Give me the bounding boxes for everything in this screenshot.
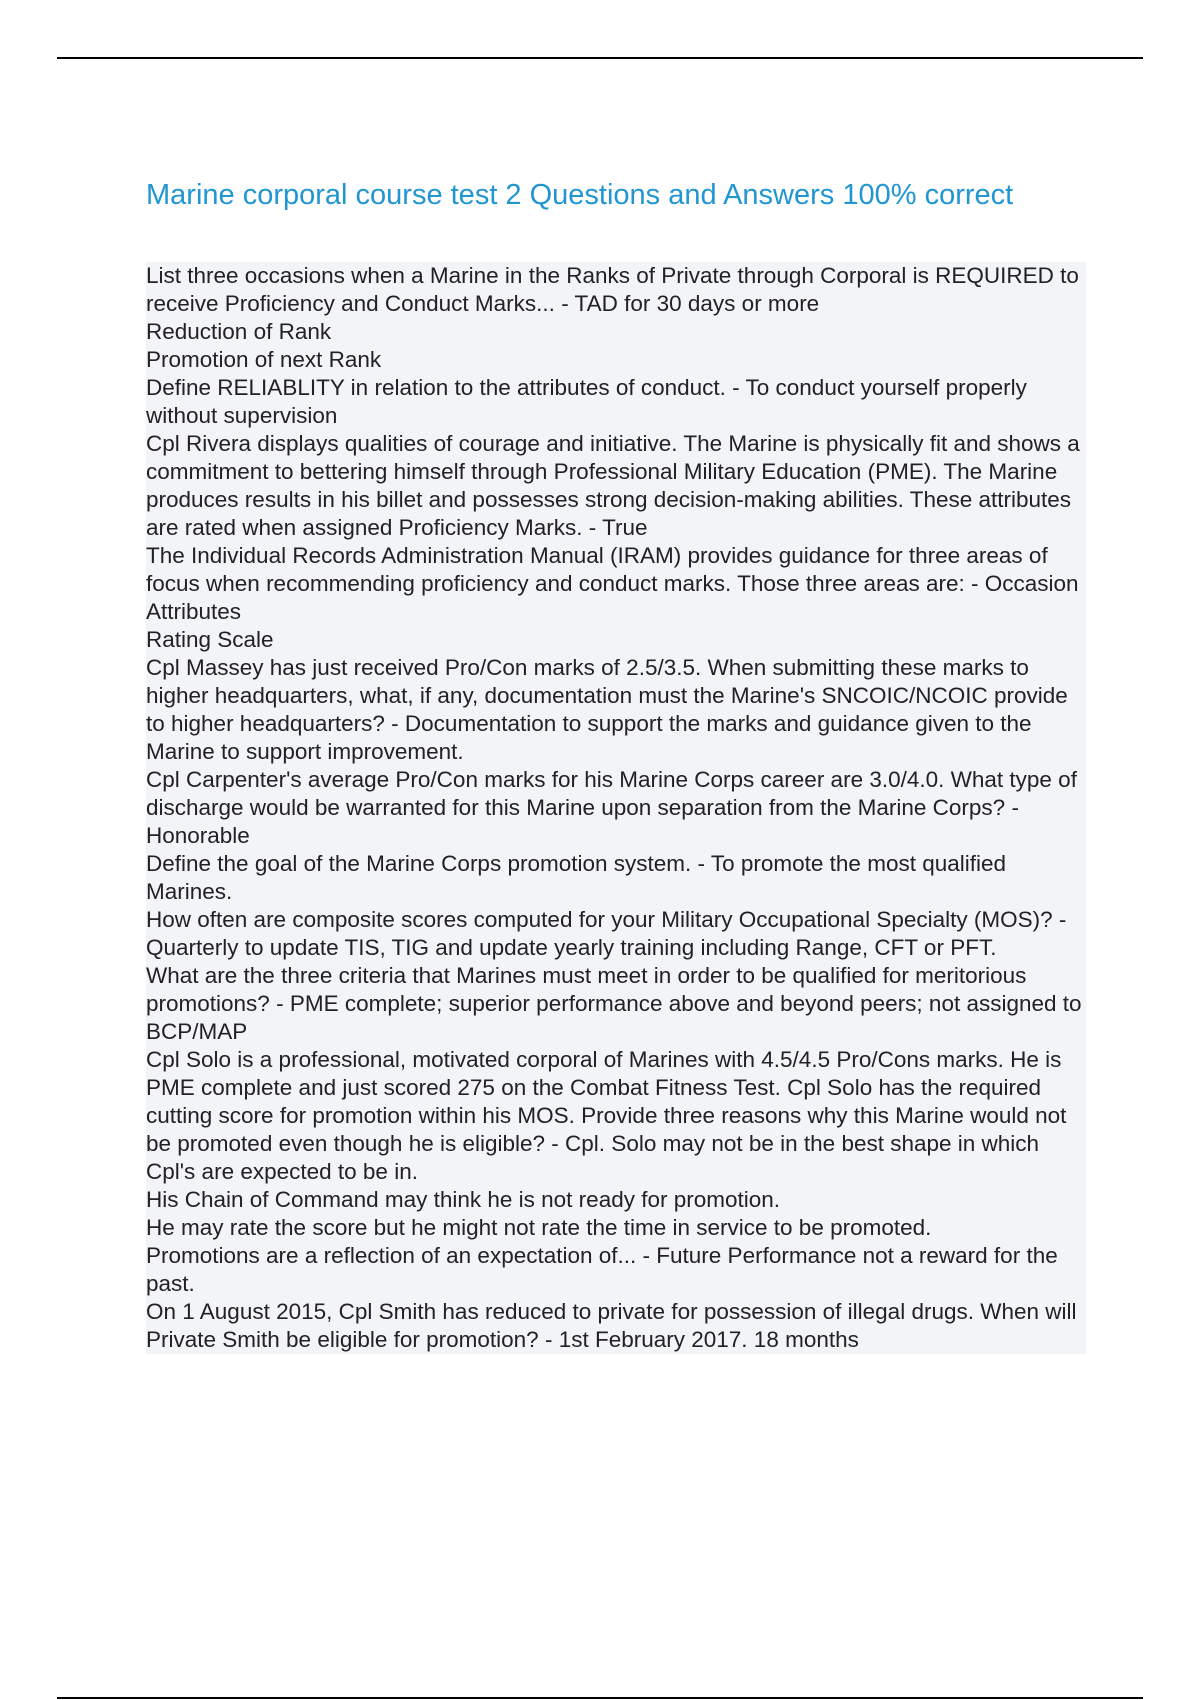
qa-entry: List three occasions when a Marine in the Ranks of Private through Corporal is REQUIRED to receive Proficiency and Conduct Marks... - TAD for 30 days or more Reduction of Rank Promotion of next Rank — [146, 262, 1086, 374]
answer-text: Cpl. Solo may not be in the best shape in which Cpl's are expected to be in. His Chain of Command may think he is not ready for promotion. He may rate the score but he might not rate the time in service to be promoted. — [146, 1131, 1040, 1240]
qa-entry: How often are composite scores computed for your Military Occupational Specialty (MOS)? - Quarterly to update TIS, TIG and update yearly training including Range, CFT or PFT. — [146, 906, 1086, 962]
qa-entry: Define RELIABLITY in relation to the attributes of conduct. - To conduct yourself properly without supervision — [146, 374, 1086, 430]
question-text: Define RELIABLITY in relation to the attributes of conduct. — [146, 375, 726, 400]
bottom-rule — [57, 1697, 1143, 1699]
qa-entry: Define the goal of the Marine Corps promotion system. - To promote the most qualified Marines. — [146, 850, 1086, 906]
qa-entry: Cpl Carpenter's average Pro/Con marks for his Marine Corps career are 3.0/4.0. What type of discharge would be warranted for this Marine upon separation from the Marine Corps? - Honorable — [146, 766, 1086, 850]
question-text: Cpl Solo is a professional, motivated corporal of Marines with 4.5/4.5 Pro/Cons marks. He is PME complete and just scored 275 on the Combat Fitness Test. Cpl Solo has the required cutting score for promotion within his MOS. Provide three reasons why this Marine would not be promoted even though he is eligible? — [146, 1047, 1067, 1156]
answer-text: TAD for 30 days or more Reduction of Rank Promotion of next Rank — [146, 291, 820, 372]
question-text: Cpl Rivera displays qualities of courage and initiative. The Marine is physically fit and shows a commitment to bettering himself through Professional Military Education (PME). The Marine produces results in his billet and possesses strong decision-making abilities. These attributes are rated when assigned Proficiency Marks. — [146, 431, 1080, 540]
qa-list — [146, 262, 1086, 1354]
question-text: Define the goal of the Marine Corps promotion system. — [146, 851, 692, 876]
document-title: Marine corporal course test 2 Questions and Answers 100% correct — [146, 179, 1014, 211]
question-text: Cpl Carpenter's average Pro/Con marks for his Marine Corps career are 3.0/4.0. What type of discharge would be warranted for this Marine upon separation from the Marine Corps? — [146, 767, 1077, 820]
answer-text: To conduct yourself properly without supervision — [146, 375, 1027, 428]
question-text: Promotions are a reflection of an expectation of... — [146, 1243, 637, 1268]
qa-entry: On 1 August 2015, Cpl Smith has reduced to private for possession of illegal drugs. When will Private Smith be eligible for promotion? - 1st February 2017. 18 months — [146, 1298, 1086, 1354]
answer-text: Documentation to support the marks and guidance given to the Marine to support improvement. — [146, 711, 1032, 764]
answer-text: PME complete; superior performance above and beyond peers; not assigned to BCP/MAP — [146, 991, 1082, 1044]
answer-text: To promote the most qualified Marines. — [146, 851, 1007, 904]
answer-text: True — [602, 515, 648, 540]
qa-entry: Cpl Massey has just received Pro/Con marks of 2.5/3.5. When submitting these marks to higher headquarters, what, if any, documentation must the Marine's SNCOIC/NCOIC provide to higher headquarters? - Documentation to support the marks and guidance given to the Marine to support improvement. — [146, 654, 1086, 766]
question-text: The Individual Records Administration Manual (IRAM) provides guidance for three areas of focus when recommending proficiency and conduct marks. Those three areas are: — [146, 543, 1048, 596]
question-text: How often are composite scores computed for your Military Occupational Specialty (MOS)? — [146, 907, 1053, 932]
question-text: List three occasions when a Marine in the Ranks of Private through Corporal is REQUIRED to receive Proficiency and Conduct Marks... — [146, 263, 1079, 316]
qa-entry: What are the three criteria that Marines must meet in order to be qualified for meritorious promotions? - PME complete; superior performance above and beyond peers; not assigned to BCP/MAP — [146, 962, 1086, 1046]
question-text: On 1 August 2015, Cpl Smith has reduced to private for possession of illegal drugs. When will Private Smith be eligible for promotion? — [146, 1299, 1077, 1352]
top-rule — [57, 57, 1143, 59]
qa-entry: The Individual Records Administration Manual (IRAM) provides guidance for three areas of focus when recommending proficiency and conduct marks. Those three areas are: - Occasion Attributes Rating Scale — [146, 542, 1086, 654]
answer-text: Future Performance not a reward for the past. — [146, 1243, 1058, 1296]
answer-text: Quarterly to update TIS, TIG and update yearly training including Range, CFT or PFT. — [146, 935, 997, 960]
question-text: What are the three criteria that Marines must meet in order to be qualified for meritorious promotions? — [146, 963, 1027, 1016]
answer-text: Occasion Attributes Rating Scale — [146, 571, 1079, 652]
qa-entry: Cpl Solo is a professional, motivated corporal of Marines with 4.5/4.5 Pro/Cons marks. He is PME complete and just scored 275 on the Combat Fitness Test. Cpl Solo has the required cutting score for promotion within his MOS. Provide three reasons why this Marine would not be promoted even though he is eligible? - Cpl. Solo may not be in the best shape in which Cpl's are expected to be in. His Chain of Command may think he is not ready for promotion. He may rate the score but he might not rate the time in service to be promoted. — [146, 1046, 1086, 1242]
qa-entry: Promotions are a reflection of an expectation of... - Future Performance not a reward for the past. — [146, 1242, 1086, 1298]
question-text: Cpl Massey has just received Pro/Con marks of 2.5/3.5. When submitting these marks to higher headquarters, what, if any, documentation must the Marine's SNCOIC/NCOIC provide to higher headquarters? — [146, 655, 1068, 736]
qa-entry: Cpl Rivera displays qualities of courage and initiative. The Marine is physically fit and shows a commitment to bettering himself through Professional Military Education (PME). The Marine produces results in his billet and possesses strong decision-making abilities. These attributes are rated when assigned Proficiency Marks. - True — [146, 430, 1086, 542]
answer-text: 1st February 2017. 18 months — [558, 1327, 859, 1352]
answer-text: Honorable — [146, 823, 250, 848]
